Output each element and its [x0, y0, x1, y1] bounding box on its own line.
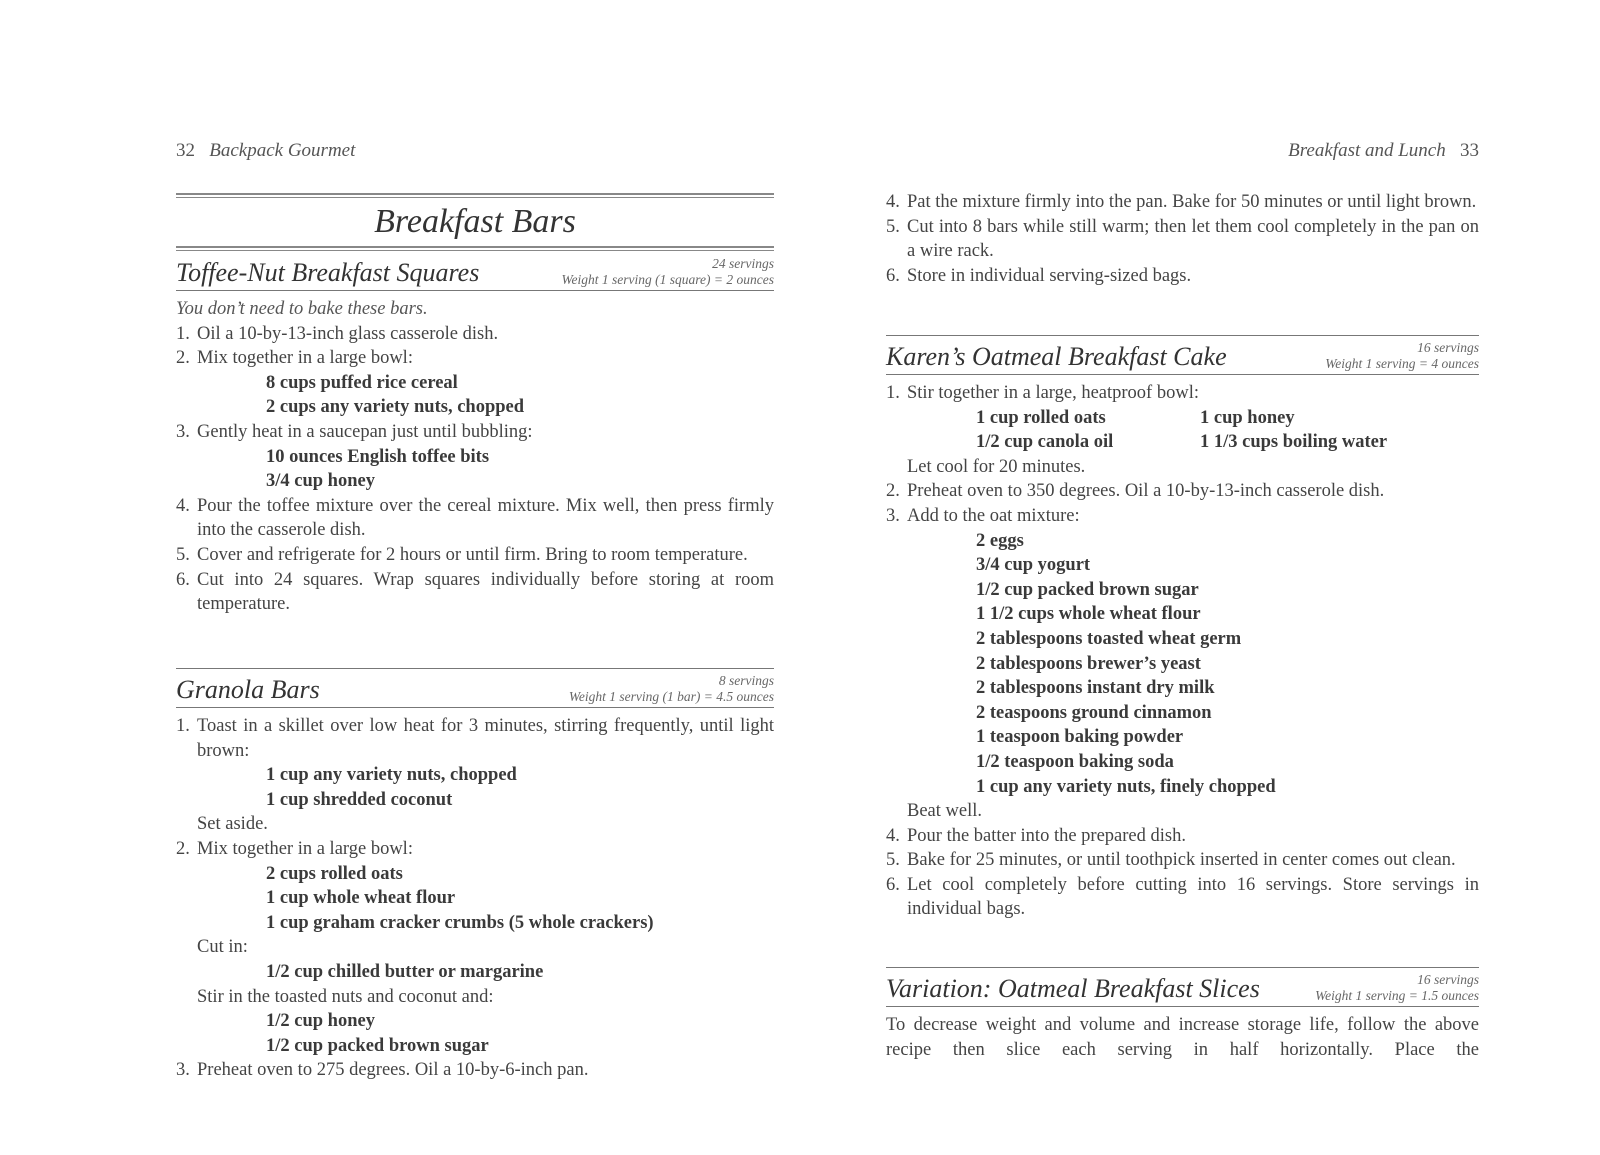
recipe-servings: 24 servings [712, 256, 774, 271]
step-1: 1. Oil a 10-by-13-inch glass casserole dish. [176, 323, 499, 344]
ingredient: 1 cup honey [1200, 407, 1295, 428]
step-2: 2. Preheat oven to 350 degrees. Oil a 10-by-13-inch casserole dish. [886, 481, 1385, 502]
ingredient: 2 eggs [976, 530, 1024, 551]
step-5: 5. Cover and refrigerate for 2 hours or until firm. Bring to room temperature. [176, 544, 748, 565]
step-3: 3. Preheat oven to 275 degrees. Oil a 10-by-6-inch pan. [176, 1060, 589, 1081]
recipe-intro: You don’t need to bake these bars. [176, 299, 428, 319]
recipe-oatmeal-cake [886, 335, 1479, 922]
ingredient: 2 cups any variety nuts, chopped [266, 397, 525, 418]
recipe-weight: Weight 1 serving = 4 ounces [1325, 356, 1479, 371]
ingredient: 10 ounces English toffee bits [266, 446, 490, 467]
chapter-title: Breakfast and Lunch [1288, 140, 1446, 161]
recipe-top-rule [886, 967, 1479, 968]
page-number: 32 [176, 140, 195, 161]
ingredient: 1 cup graham cracker crumbs (5 whole crackers) [266, 912, 654, 933]
recipe-servings: 16 servings [1417, 972, 1479, 987]
step-2: 2. Mix together in a large bowl: [176, 348, 413, 369]
book-title: Backpack Gourmet [209, 140, 356, 161]
recipe-text: To decrease weight and volume and increase storage life, follow the above recipe then slice each serving in half horizontally. Place the [886, 1015, 1479, 1060]
step-6: 6. Store in individual serving-sized bags. [886, 265, 1192, 286]
recipe-servings: 16 servings [1417, 340, 1479, 355]
step-6: 6. Cut into 24 squares. Wrap squares individually before storing at room temperature. [176, 569, 774, 615]
recipe-weight: Weight 1 serving (1 bar) = 4.5 ounces [568, 689, 774, 704]
step-4: 4. Pat the mixture firmly into the pan. Bake for 50 minutes or until light brown. [886, 192, 1477, 212]
right-running-head [1288, 140, 1479, 162]
step-5: 5. Bake for 25 minutes, or until toothpick inserted in center comes out clean. [886, 850, 1456, 871]
recipe-top-rule [176, 668, 774, 669]
ingredient: 1 cup whole wheat flour [266, 888, 456, 909]
ingredient: 1 teaspoon baking powder [976, 727, 1184, 748]
step-1: 1. Toast in a skillet over low heat for 3 minutes, stirring frequently, until light brown: [176, 716, 774, 761]
ingredient: 2 cups rolled oats [266, 863, 403, 884]
recipe-header [886, 340, 1479, 375]
recipe-header [176, 256, 774, 291]
ingredient: 3/4 cup yogurt [976, 555, 1091, 576]
ingredient: 8 cups puffed rice cereal [266, 372, 458, 393]
step-note: Set aside. [197, 814, 268, 835]
ingredient: 2 tablespoons toasted wheat germ [976, 628, 1242, 649]
recipe-meta [1325, 340, 1479, 372]
step-note: Beat well. [907, 801, 983, 822]
step-4: 4. Pour the toffee mixture over the cereal mixture. Mix well, then press firmly into the casserole dish. [176, 495, 774, 541]
step-1: 1. Stir together in a large, heatproof bowl: [886, 383, 1199, 403]
ingredient-row [886, 430, 1479, 455]
step-2: 2. Mix together in a large bowl: [176, 838, 413, 859]
step-3: 3. Add to the oat mixture: [886, 505, 1080, 526]
ingredient: 1 1/3 cups boiling water [1200, 432, 1388, 453]
recipe-oatmeal-slices [886, 967, 1479, 1062]
ingredient: 3/4 cup honey [266, 471, 375, 492]
ingredient: 2 tablespoons brewer’s yeast [976, 653, 1201, 674]
ingredient: 2 tablespoons instant dry milk [976, 678, 1215, 699]
recipe-servings: 8 servings [718, 673, 774, 688]
step-4: 4. Pour the batter into the prepared dish. [886, 825, 1186, 846]
recipe-header [886, 972, 1479, 1007]
step-5: 5. Cut into 8 bars while still warm; then let them cool completely in the pan on a wire rack. [886, 216, 1479, 262]
recipe-weight: Weight 1 serving = 1.5 ounces [1315, 988, 1479, 1003]
left-running-head [176, 140, 355, 162]
ingredient: 1/2 cup packed brown sugar [266, 1035, 489, 1056]
ingredient-row [886, 406, 1479, 431]
recipe-header [176, 673, 774, 708]
ingredient: 1/2 cup packed brown sugar [976, 579, 1199, 600]
ingredient: 1/2 cup canola oil [976, 432, 1114, 453]
ingredient: 1/2 teaspoon baking soda [976, 751, 1174, 772]
recipe-meta [1315, 972, 1479, 1004]
recipe-title: Karen’s Oatmeal Breakfast Cake [886, 342, 1227, 371]
recipe-top-rule [886, 335, 1479, 336]
granola-continued [886, 190, 1479, 288]
recipe-meta [569, 673, 774, 705]
recipe-title: Toffee-Nut Breakfast Squares [176, 258, 480, 287]
ingredient: 1/2 cup chilled butter or margarine [266, 961, 544, 982]
recipe-toffee-nut [176, 256, 774, 617]
section-bottom-rule [176, 246, 774, 251]
page-number: 33 [1460, 140, 1479, 161]
ingredient: 2 teaspoons ground cinnamon [976, 702, 1212, 723]
step-note: Stir in the toasted nuts and coconut and: [197, 986, 494, 1007]
ingredient: 1 cup any variety nuts, finely chopped [976, 776, 1276, 797]
step-3: 3. Gently heat in a saucepan just until bubbling: [176, 421, 533, 442]
recipe-title: Variation: Oatmeal Breakfast Slices [886, 974, 1260, 1003]
ingredient: 1 cup shredded coconut [266, 789, 453, 810]
ingredient: 1 cup any variety nuts, chopped [266, 765, 517, 786]
recipe-title: Granola Bars [176, 675, 320, 704]
recipe-weight: Weight 1 serving (1 square) = 2 ounces [561, 272, 774, 287]
recipe-meta [562, 256, 774, 288]
recipe-granola-bars [176, 668, 774, 1083]
step-note: Cut in: [197, 937, 248, 958]
ingredient: 1 cup rolled oats [976, 407, 1106, 428]
step-6: 6. Let cool completely before cutting into 16 servings. Store servings in individual bags. [886, 874, 1479, 920]
ingredient: 1/2 cup honey [266, 1011, 375, 1032]
step-note: Let cool for 20 minutes. [907, 456, 1086, 477]
section-title: Breakfast Bars [374, 203, 576, 240]
ingredient: 1 1/2 cups whole wheat flour [976, 604, 1201, 625]
